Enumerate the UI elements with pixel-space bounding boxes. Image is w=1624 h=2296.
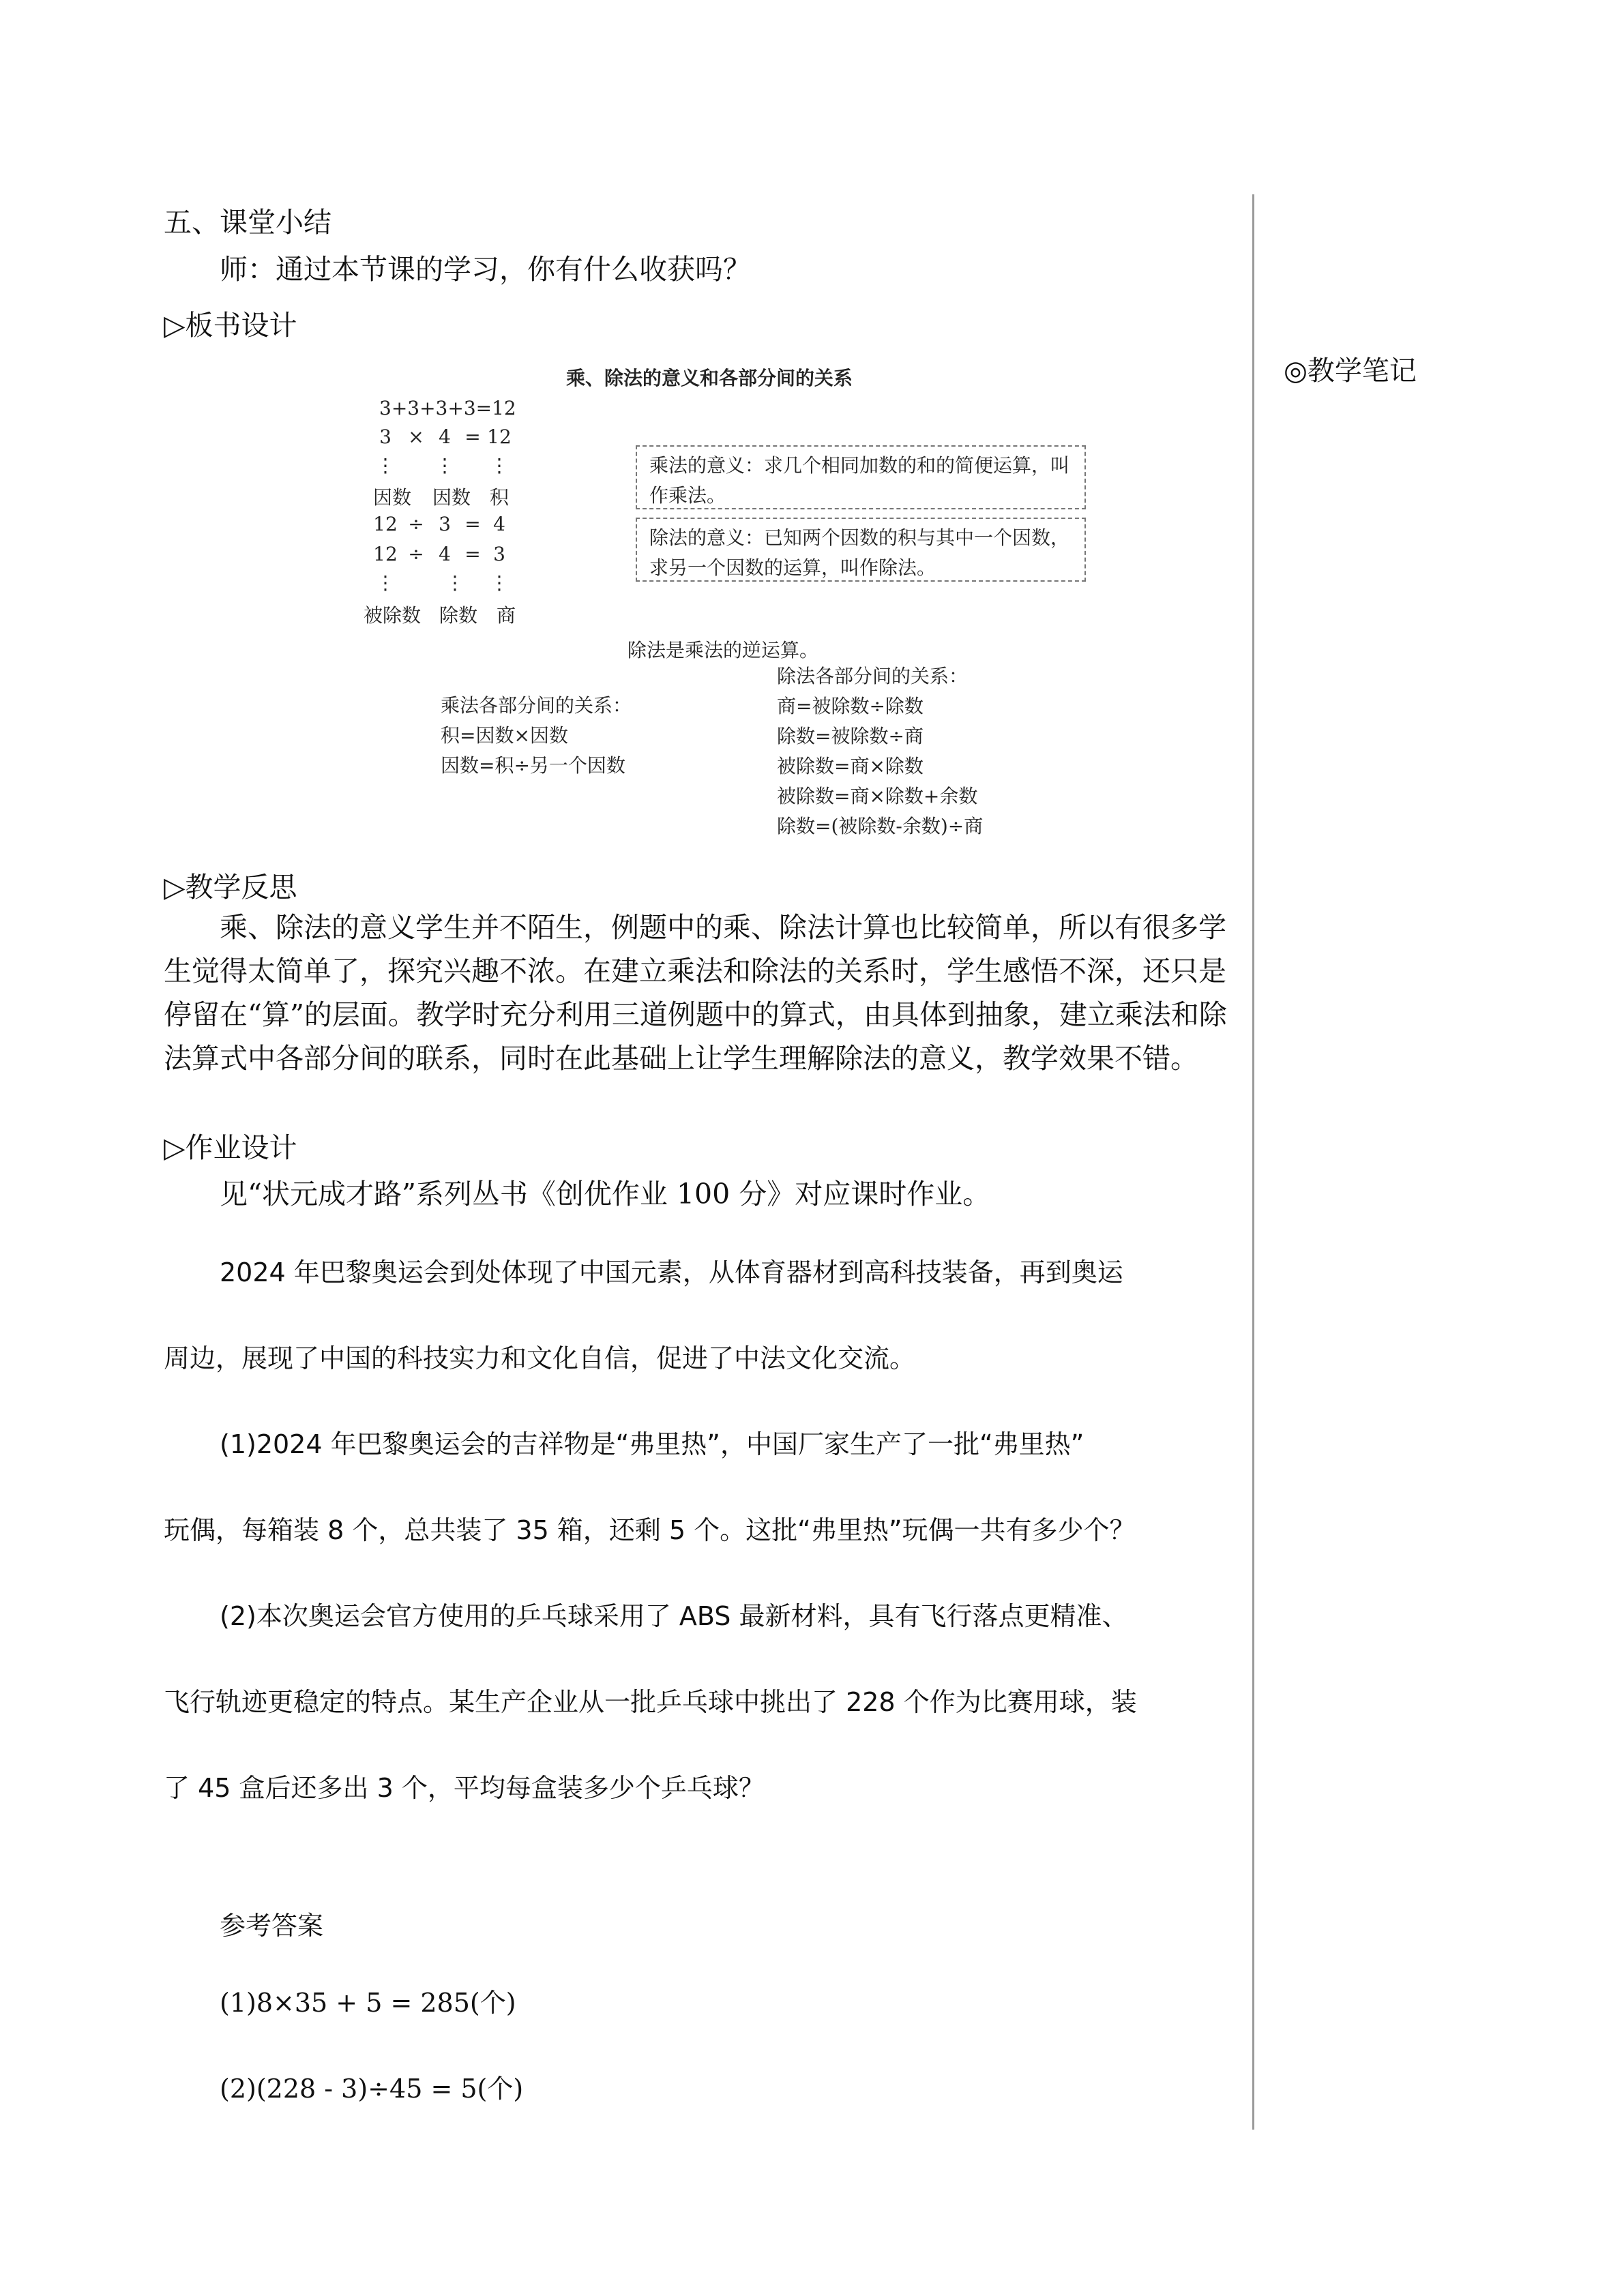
mult-sign: × [408, 426, 424, 448]
vertical-dots: ⋮ [376, 571, 395, 594]
div1-divisor: 3 [439, 513, 451, 535]
multiplication-relations [441, 691, 632, 781]
mult-factor-1: 3 [379, 426, 392, 448]
vertical-dots: ⋮ [490, 571, 509, 594]
div1-sign: ÷ [408, 513, 424, 535]
answer-1: (1)8×35 + 5 = 285(个) [220, 1988, 516, 2018]
div2-sign: ÷ [408, 543, 424, 565]
olympics-intro-line: 2024 年巴黎奥运会到处体现了中国元素，从体育器材到高科技装备，再到奥运 [220, 1257, 1123, 1287]
homework-heading: ▷作业设计 [164, 1131, 297, 1164]
vertical-dots: ⋮ [490, 454, 509, 477]
question-1-line: 玩偶，每箱装 8 个，总共装了 35 箱，还剩 5 个。这批“弗里热”玩偶一共有多少个？ [164, 1515, 1136, 1545]
mult-factor-2: 4 [439, 426, 451, 448]
answers-heading: 参考答案 [220, 1911, 324, 1941]
division-meaning-box: 除法的意义：已知两个因数的积与其中一个因数，求另一个因数的运算，叫作除法。 [636, 518, 1086, 582]
div1-dividend: 12 [373, 513, 398, 535]
division-relations [777, 661, 983, 841]
vertical-dots: ⋮ [376, 454, 395, 477]
section5-heading: 五、课堂小结 [164, 206, 331, 239]
div2-equals: = [464, 543, 481, 565]
div2-dividend: 12 [373, 543, 398, 565]
teaching-notes-label: ◎教学笔记 [1284, 355, 1417, 387]
mult-product: 12 [487, 426, 512, 448]
question-2-line: (2)本次奥运会官方使用的乒乓球采用了 ABS 最新材料，具有飞行落点更精准、 [220, 1601, 1128, 1631]
addition-equation: 3+3+3+3=12 [379, 397, 516, 419]
label-dividend: 被除数 [363, 604, 421, 627]
homework-text: 见“状元成才路”系列丛书《创优作业 100 分》对应课时作业。 [220, 1178, 991, 1210]
label-factor-1: 因数 [372, 486, 411, 509]
div-relation-item: 除数=被除数÷商 [777, 725, 924, 747]
board-design-heading: ▷板书设计 [164, 309, 297, 342]
div-relation-item: 被除数=商×除数 [777, 755, 924, 777]
vertical-dots: ⋮ [445, 571, 464, 594]
div2-quotient: 3 [493, 543, 505, 565]
vertical-dots: ⋮ [435, 454, 454, 477]
multiplication-meaning-box: 乘法的意义：求几个相同加数的和的简便运算，叫作乘法。 [636, 445, 1086, 509]
label-divisor: 除数 [439, 604, 477, 627]
board-title: 乘、除法的意义和各部分间的关系 [566, 367, 853, 389]
mult-equals: = [464, 426, 481, 448]
label-product: 积 [489, 486, 509, 509]
div1-equals: = [464, 513, 481, 535]
div-relation-item: 除数=(被除数-余数)÷商 [777, 815, 984, 837]
div1-quotient: 4 [493, 513, 505, 535]
div2-divisor: 4 [439, 543, 451, 565]
div-relations-title: 除法各部分间的关系： [777, 665, 969, 687]
question-2-line: 飞行轨迹更稳定的特点。某生产企业从一批乒乓球中挑出了 228 个作为比赛用球，装 [164, 1687, 1137, 1717]
div-relation-item: 被除数=商×除数+余数 [777, 785, 978, 807]
reflection-paragraph: 乘、除法的意义学生并不陌生，例题中的乘、除法计算也比较简单，所以有很多学生觉得太简单了，探究兴趣不浓。在建立乘法和除法的关系时，学生感悟不深，还只是停留在“算”的层面。教学时充分利用三道例题中的算式，由具体到抽象，建立乘法和除法算式中各部分间的联系，同时在此基础上让学生理解除法的意义，教学效果不错。 [164, 911, 1227, 1075]
label-quotient: 商 [496, 604, 516, 627]
answer-2: (2)(228 - 3)÷45 = 5(个) [220, 2074, 524, 2104]
margin-divider [1252, 194, 1254, 2130]
mult-relation-item: 积=因数×因数 [441, 724, 568, 747]
div-relation-item: 商=被除数÷除数 [777, 695, 924, 717]
question-1-line: (1)2024 年巴黎奥运会的吉祥物是“弗里热”，中国厂家生产了一批“弗里热” [220, 1429, 1084, 1459]
mult-relations-title: 乘法各部分间的关系： [441, 694, 632, 717]
olympics-intro-line: 周边，展现了中国的科技实力和文化自信，促进了中法文化交流。 [164, 1343, 916, 1373]
question-2-line: 了 45 盒后还多出 3 个，平均每盒装多少个乒乓球？ [164, 1773, 765, 1803]
teacher-line: 师：通过本节课的学习，你有什么收获吗？ [220, 253, 751, 286]
mult-relation-item: 因数=积÷另一个因数 [441, 754, 625, 777]
label-factor-2: 因数 [432, 486, 471, 509]
inverse-operation-note: 除法是乘法的逆运算。 [628, 639, 819, 661]
reflection-heading: ▷教学反思 [164, 871, 297, 904]
